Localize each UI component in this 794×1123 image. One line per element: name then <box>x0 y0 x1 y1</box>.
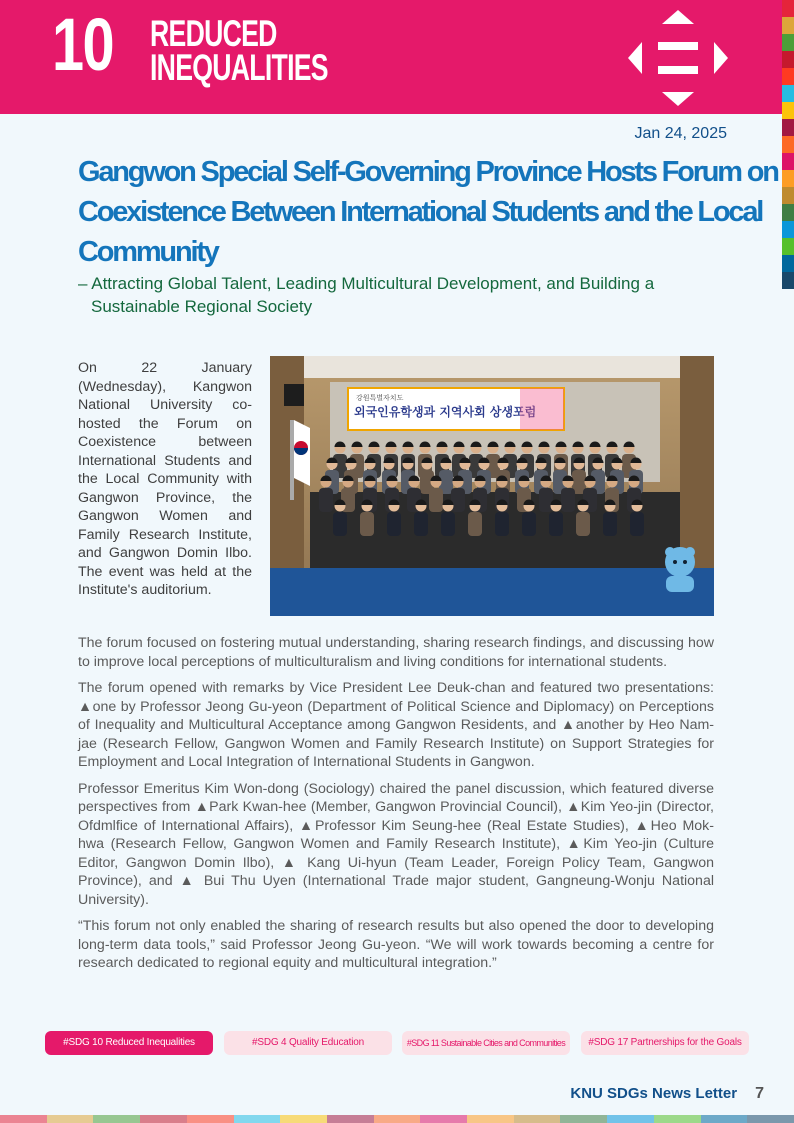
bottom-bar-segment <box>747 1115 794 1123</box>
stripe-segment <box>782 34 794 51</box>
stripe-segment <box>782 51 794 68</box>
stripe-segment <box>782 204 794 221</box>
bottom-bar-segment <box>47 1115 94 1123</box>
sdg-goal-title <box>150 13 328 88</box>
newsletter-name: KNU SDGs News Letter <box>570 1085 738 1102</box>
stripe-segment <box>782 68 794 85</box>
bottom-bar-segment <box>654 1115 701 1123</box>
bottom-bar-segment <box>607 1115 654 1123</box>
stripe-segment <box>782 187 794 204</box>
photo-banner-main: 외국인유학생과 지역사회 상생포럼 <box>354 405 537 419</box>
reduced-inequalities-icon <box>624 8 732 108</box>
article-paragraph: “This forum not only enabled the sharing of research results but also opened the door to developing long-term data tools,” said Professor Jeong Gu-yeon. “We will work towards becoming a centre for research dedicated to regional equity and multicultural integration.” <box>78 918 714 971</box>
sdg-goal-number: 10 <box>52 3 114 86</box>
bottom-bar-segment <box>140 1115 187 1123</box>
bottom-bar-segment <box>420 1115 467 1123</box>
bottom-bar-segment <box>93 1115 140 1123</box>
stripe-segment <box>782 170 794 187</box>
stripe-segment <box>782 221 794 238</box>
bottom-bar-segment <box>701 1115 748 1123</box>
article-paragraph: Professor Emeritus Kim Won-dong (Sociology) chaired the panel discussion, which featured diverse perspectives from ▲Park Kwan-hee (Member, Gangwon Provincial Council), ▲Kim Yeo-jin (Director, Ofdmlfice of International Affairs), ▲Professor Kim Seung-hee (Real Estate Studies), ▲Heo Mok-hwa (Research Fellow, Gangwon Women and Family Research Institute), ▲Kim Yeo-jin (Culture Editor, Gangwon Domin Ilbo), ▲ Kang Ui-hyun (Team Leader, Foreign Policy Team, Gangwon Province), and ▲ Bui Thu Uyen (International Trade major student, Gangneung-Wonju National University). <box>78 780 714 908</box>
bottom-bar-segment <box>560 1115 607 1123</box>
bottom-bar-segment <box>514 1115 561 1123</box>
stripe-segment <box>782 255 794 272</box>
article-lead: On 22 January (Wednesday), Kangwon National University co-hosted the Forum on Coexistence between International Students and the Local Community with Gangwon Province, the Gangwon Women and Family Research Institute, and Gangwon Domin Ilbo. The event was held at the Institute's auditorium. <box>78 360 252 598</box>
bottom-bar-segment <box>280 1115 327 1123</box>
bottom-bar-segment <box>374 1115 421 1123</box>
stripe-segment <box>782 136 794 153</box>
tag-sdg-4[interactable]: #SDG 4 Quality Education <box>224 1031 392 1055</box>
stripe-segment <box>782 17 794 34</box>
bottom-bar-segment <box>0 1115 47 1123</box>
article-date: Jan 24, 2025 <box>634 125 727 142</box>
stripe-segment <box>782 0 794 17</box>
sdg-goal-title-line2: INEQUALITIES <box>150 47 328 88</box>
page-footer <box>570 1085 764 1103</box>
stripe-segment <box>782 272 794 289</box>
tag-sdg-17[interactable]: #SDG 17 Partnerships for the Goals <box>581 1031 749 1055</box>
stripe-segment <box>782 153 794 170</box>
article-headline: Gangwon Special Self-Governing Province Hosts Forum on Coexistence Between International Students and the Local Community <box>78 156 778 268</box>
sdg-color-stripe <box>782 0 794 289</box>
sdg-color-bar <box>0 1115 794 1123</box>
article-paragraph: The forum focused on fostering mutual understanding, sharing research findings, and discussing how to improve local perceptions of multiculturalism and living conditions for international students. <box>78 635 714 670</box>
tag-sdg-10[interactable]: #SDG 10 Reduced Inequalities <box>45 1031 213 1055</box>
bottom-bar-segment <box>234 1115 281 1123</box>
bottom-bar-segment <box>467 1115 514 1123</box>
bottom-bar-segment <box>327 1115 374 1123</box>
sdg-header <box>0 0 782 114</box>
sdg-goal-title-line1: REDUCED <box>150 13 277 54</box>
stripe-segment <box>782 102 794 119</box>
article-paragraph: The forum opened with remarks by Vice President Lee Deuk-chan and featured two presentations: ▲one by Professor Jeong Gu-yeon (Department of Political Science and Diplomacy) on Perceptions of Inequality and Multicultural Acceptance among Gangwon Residents, and ▲another by Heo Nam-jae (Research Fellow, Gangwon Women and Family Research Institute) on Support Strategies for Employment and Local Integration of International Students in Gangwon. <box>78 680 714 770</box>
stripe-segment <box>782 238 794 255</box>
forum-group-photo <box>270 356 714 616</box>
article-subheadline: – Attracting Global Talent, Leading Multicultural Development, and Building a Sustainable Regional Society <box>78 274 655 316</box>
bottom-bar-segment <box>187 1115 234 1123</box>
tag-sdg-11[interactable]: #SDG 11 Sustainable Cities and Communities <box>402 1031 570 1055</box>
photo-banner-small: 강원특별자치도 <box>356 394 404 402</box>
article-body <box>78 634 714 981</box>
stripe-segment <box>782 85 794 102</box>
stripe-segment <box>782 119 794 136</box>
page-number: 7 <box>755 1085 764 1102</box>
